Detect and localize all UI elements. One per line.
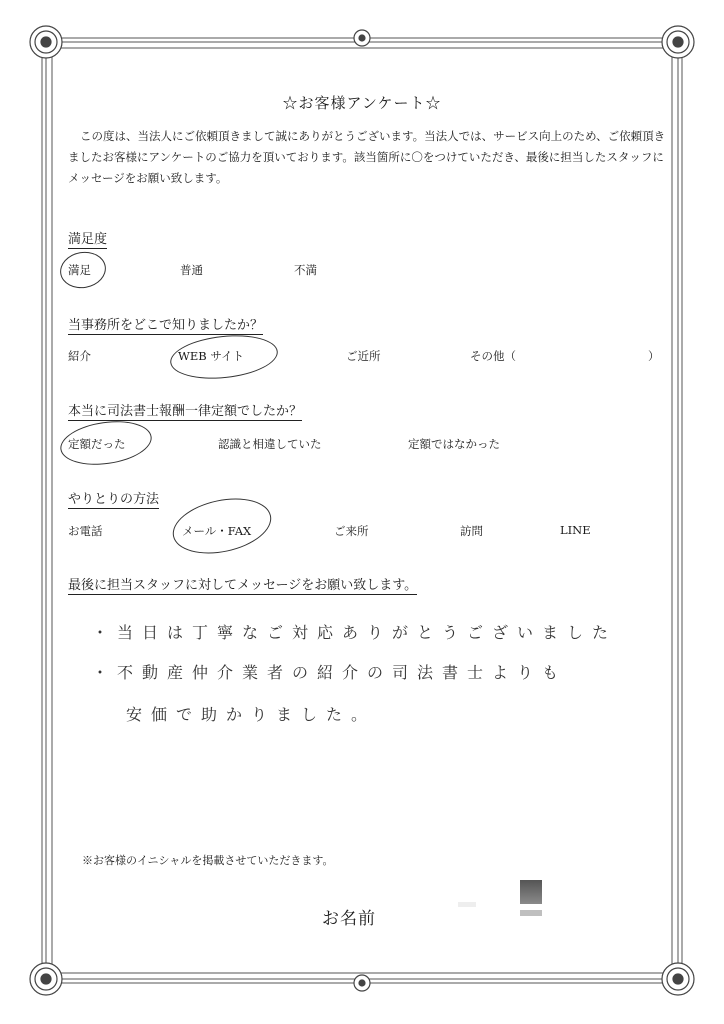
option-other-close: ） — [648, 349, 660, 363]
option-neighborhood[interactable]: ご近所 — [346, 349, 381, 363]
option-satisfied[interactable]: 満足 — [68, 263, 91, 277]
option-website[interactable]: WEB サイト — [178, 349, 245, 363]
option-visit-office[interactable]: ご来所 — [334, 524, 369, 538]
option-phone[interactable]: お電話 — [68, 524, 103, 538]
option-home-visit[interactable]: 訪問 — [460, 524, 483, 538]
survey-title: ☆お客様アンケート☆ — [282, 94, 442, 112]
name-label: お名前 — [322, 909, 376, 929]
handwritten-message-line-2: ・不動産仲介業者の紹介の司法書士よりも — [92, 663, 568, 682]
redacted-name-block — [520, 880, 542, 904]
option-dissatisfied[interactable]: 不満 — [294, 263, 317, 277]
option-line[interactable]: LINE — [560, 523, 591, 537]
redacted-name-fragment — [458, 902, 476, 907]
option-not-fixed[interactable]: 定額ではなかった — [408, 437, 500, 451]
option-other[interactable]: その他（ — [470, 349, 516, 363]
option-different[interactable]: 認識と相違していた — [218, 437, 322, 451]
redacted-name-block — [520, 910, 542, 916]
message-heading: 最後に担当スタッフに対してメッセージをお願い致します。 — [68, 574, 417, 595]
handwritten-message-line-3: 安価で助かりました。 — [126, 705, 377, 724]
option-mail-fax[interactable]: メール・FAX — [182, 524, 252, 538]
option-normal[interactable]: 普通 — [180, 263, 203, 277]
initials-note: ※お客様のイニシャルを掲載させていただきます。 — [82, 854, 334, 867]
question-heading-source: 当事務所をどこで知りましたか？ — [68, 314, 263, 335]
option-referral[interactable]: 紹介 — [68, 349, 91, 363]
survey-intro: この度は、当法人にご依頼頂きまして誠にありがとうございます。当法人では、サービス向上のため、ご依頼頂きましたお客様にアンケートのご協力を頂いております。該当箇所に〇をつけていただき、最後に担当したスタッフにメッセージをお願い致します。 — [68, 129, 666, 185]
question-heading-satisfaction: 満足度 — [68, 228, 107, 249]
handwritten-message-line-1: ・当日は丁寧なご対応ありがとうございました — [92, 623, 618, 642]
option-fixed[interactable]: 定額だった — [68, 437, 126, 451]
question-heading-fixed-fee: 本当に司法書士報酬一律定額でしたか？ — [68, 400, 302, 421]
question-heading-contact-method: やりとりの方法 — [68, 488, 159, 509]
